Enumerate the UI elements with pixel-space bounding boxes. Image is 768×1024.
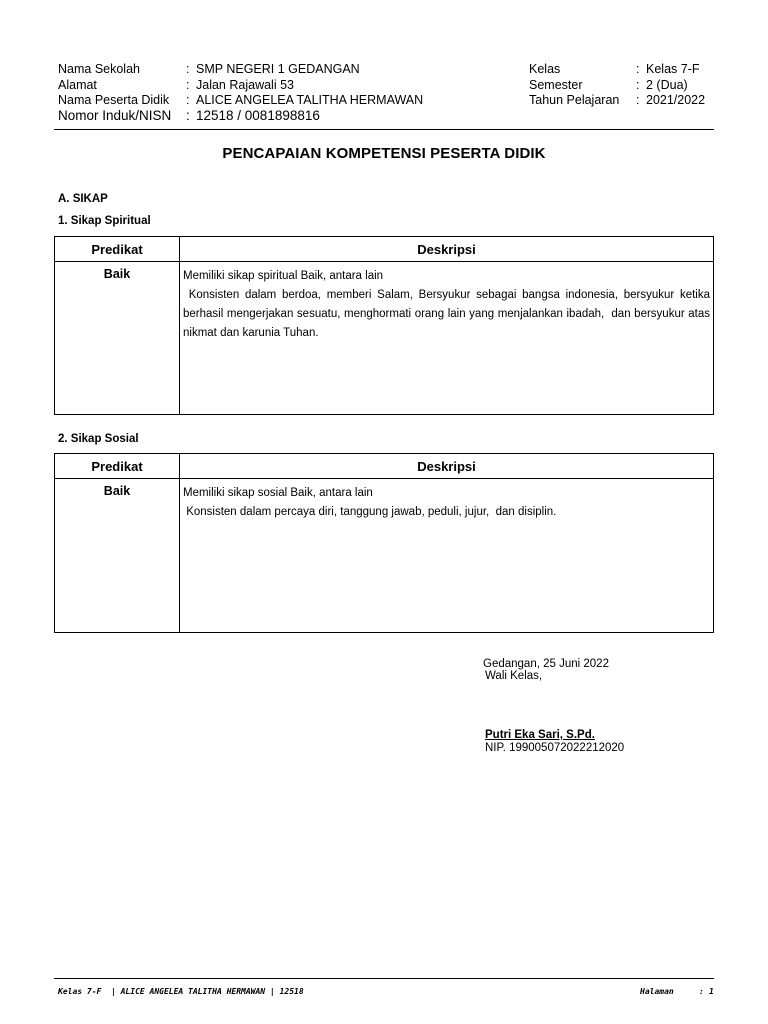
label-semester: Semester (529, 78, 583, 92)
value-nama-sekolah: SMP NEGERI 1 GEDANGAN (196, 62, 360, 76)
footer-page-number: 1 (709, 987, 714, 996)
label-kelas: Kelas (529, 62, 561, 76)
spiritual-heading: 1. Sikap Spiritual (58, 215, 151, 227)
spiritual-table (54, 236, 714, 415)
label-alamat: Alamat (58, 78, 97, 92)
label-nama-peserta: Nama Peserta Didik (58, 93, 170, 107)
footer-info: Kelas 7-F | ALICE ANGELEA TALITHA HERMAWAN | 12518 (58, 987, 304, 996)
label-nama-sekolah: Nama Sekolah (58, 62, 140, 76)
spiritual-desc-line1: Memiliki sikap spiritual Baik, antara lain (183, 270, 384, 282)
sosial-predikat: Baik (55, 479, 180, 633)
value-nomor-induk: 12518 / 0081898816 (196, 108, 320, 123)
colon: : (636, 62, 640, 76)
colon: : (636, 93, 640, 107)
table-row (55, 262, 714, 415)
colon: : (186, 108, 190, 123)
value-tahun-pelajaran: 2021/2022 (646, 93, 706, 107)
section-a-heading: A. SIKAP (58, 193, 108, 205)
signature-role: Wali Kelas, (485, 670, 543, 682)
signature-nip: NIP. 199005072022212020 (485, 742, 625, 754)
colon: : (636, 78, 640, 92)
value-alamat: Jalan Rajawali 53 (196, 78, 294, 92)
table-row (55, 479, 714, 633)
table-header-row (55, 237, 714, 262)
col-predikat: Predikat (55, 454, 180, 479)
colon: : (186, 93, 190, 107)
col-deskripsi: Deskripsi (180, 237, 714, 262)
signature-name: Putri Eka Sari, S.Pd. (485, 729, 595, 741)
signature-place-date: Gedangan, 25 Juni 2022 (483, 658, 609, 670)
colon: : (186, 78, 190, 92)
sosial-heading: 2. Sikap Sosial (58, 433, 139, 445)
label-nomor-induk: Nomor Induk/NISN (58, 108, 172, 123)
value-semester: 2 (Dua) (646, 78, 688, 92)
spiritual-predikat: Baik (55, 262, 180, 415)
footer-divider (54, 978, 714, 979)
col-deskripsi: Deskripsi (180, 454, 714, 479)
value-nama-peserta: ALICE ANGELEA TALITHA HERMAWAN (196, 93, 424, 107)
sosial-desc-line1: Memiliki sikap sosial Baik, antara lain (183, 487, 373, 499)
label-tahun-pelajaran: Tahun Pelajaran (529, 93, 620, 107)
sosial-desc-line2: Konsisten dalam percaya diri, tanggung jawab, peduli, jujur, dan disiplin. (183, 506, 557, 518)
header-divider (54, 129, 714, 130)
spiritual-desc-line2: Konsisten dalam berdoa, memberi Salam, Bersyukur sebagai bangsa indonesia, bersyukur ketika berhasil mengerjakan sesuatu, menghormati orang lain yang menjalankan ibadah, dan bersyukur atas nikmat dan karunia Tuhan. (183, 289, 714, 339)
table-header-row (55, 454, 714, 479)
sosial-table (54, 453, 714, 633)
spiritual-deskripsi (180, 262, 714, 415)
footer-page-label: Halaman (640, 987, 674, 996)
value-kelas: Kelas 7-F (646, 62, 700, 76)
col-predikat: Predikat (55, 237, 180, 262)
colon: : (186, 62, 190, 76)
page-title: PENCAPAIAN KOMPETENSI PESERTA DIDIK (222, 145, 546, 162)
footer-page-sep: : (699, 987, 704, 996)
sosial-deskripsi (180, 479, 714, 633)
